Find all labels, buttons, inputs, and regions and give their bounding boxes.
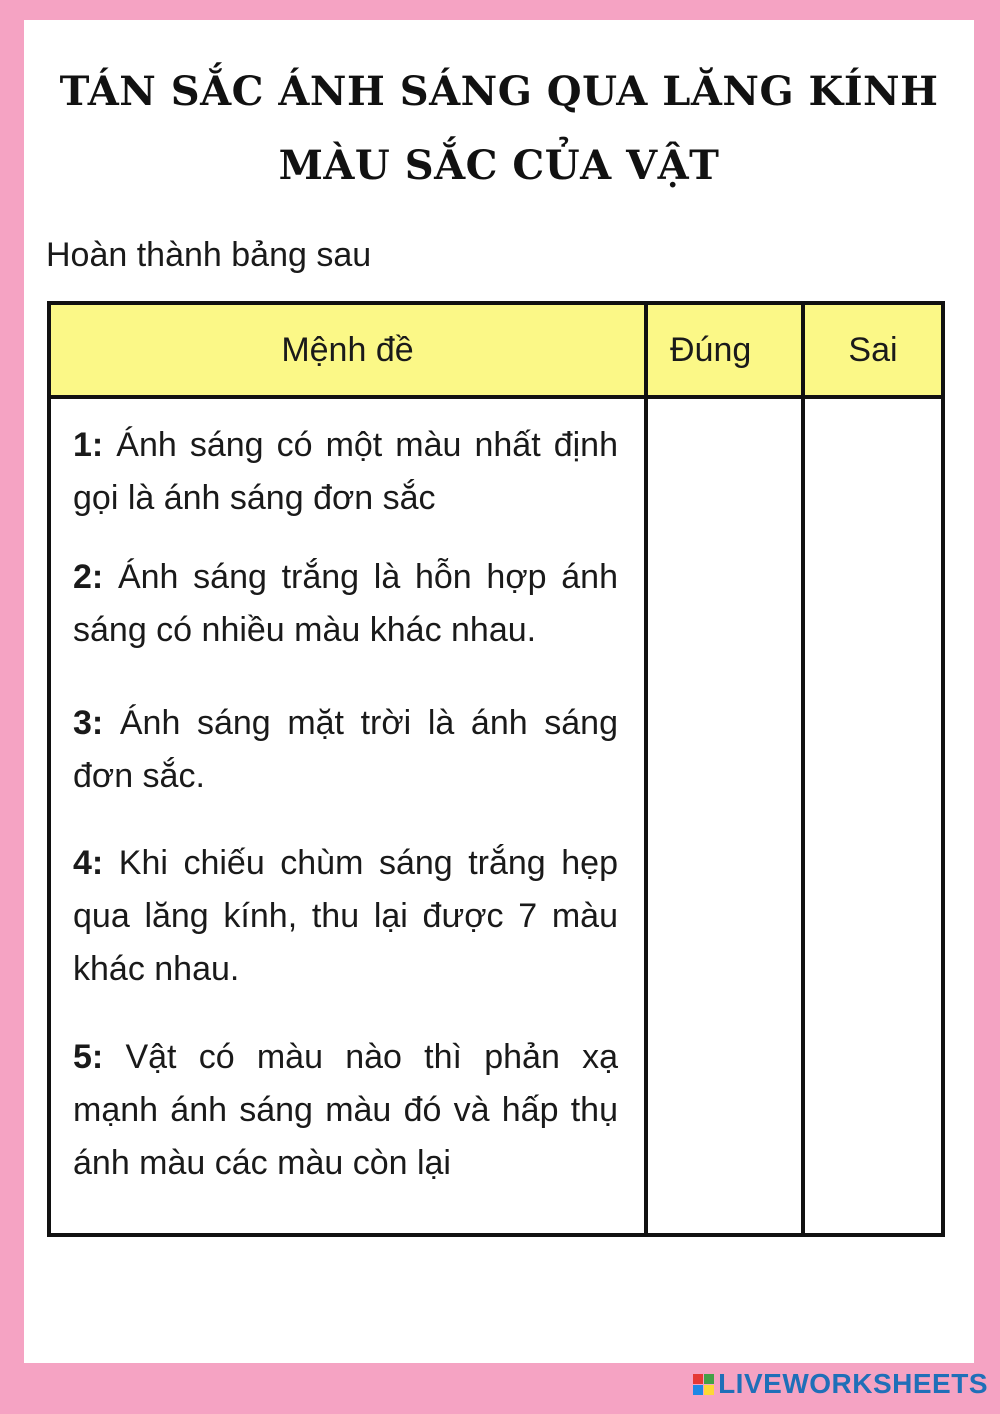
statement-3 — [73, 697, 618, 803]
liveworksheets-wordmark: LIVEWORKSHEETS — [718, 1368, 988, 1399]
worksheet-title-line-1: TÁN SẮC ÁNH SÁNG QUA LĂNG KÍNH — [59, 68, 939, 115]
statement-5 — [73, 1031, 618, 1190]
statement-2 — [73, 551, 618, 657]
answer-true-column[interactable] — [648, 399, 805, 1233]
statement-number: 4: — [73, 844, 104, 882]
liveworksheets-logo-icon — [693, 1374, 714, 1395]
statement-number: 3: — [73, 704, 104, 742]
header-true: Đúng — [648, 305, 805, 399]
statement-text: Ánh sáng có một màu nhất định gọi là ánh sáng đơn sắc — [73, 426, 618, 517]
true-false-table — [47, 301, 945, 1237]
statement-number: 1: — [73, 426, 104, 464]
statements-cell — [51, 399, 648, 1233]
statement-number: 5: — [73, 1038, 104, 1076]
worksheet-title-line-2: MÀU SẮC CỦA VẬT — [278, 142, 720, 189]
header-false: Sai — [805, 305, 941, 399]
statement-4 — [73, 837, 618, 996]
statement-text: Ánh sáng mặt trời là ánh sáng đơn sắc. — [73, 704, 618, 795]
statement-number: 2: — [73, 558, 104, 596]
statement-text: Khi chiếu chùm sáng trắng hẹp qua lăng kính, thu lại được 7 màu khác nhau. — [73, 844, 618, 988]
statement-text: Vật có màu nào thì phản xạ mạnh ánh sáng màu đó và hấp thụ ánh màu các màu còn lại — [73, 1038, 618, 1182]
statement-text: Ánh sáng trắng là hỗn hợp ánh sáng có nhiều màu khác nhau. — [73, 558, 618, 649]
statement-1 — [73, 419, 618, 525]
instruction-text: Hoàn thành bảng sau — [46, 236, 372, 274]
liveworksheets-branding[interactable] — [693, 1368, 988, 1400]
header-statement: Mệnh đề — [51, 305, 648, 399]
worksheet-page — [24, 20, 974, 1363]
answer-false-column[interactable] — [805, 399, 941, 1233]
